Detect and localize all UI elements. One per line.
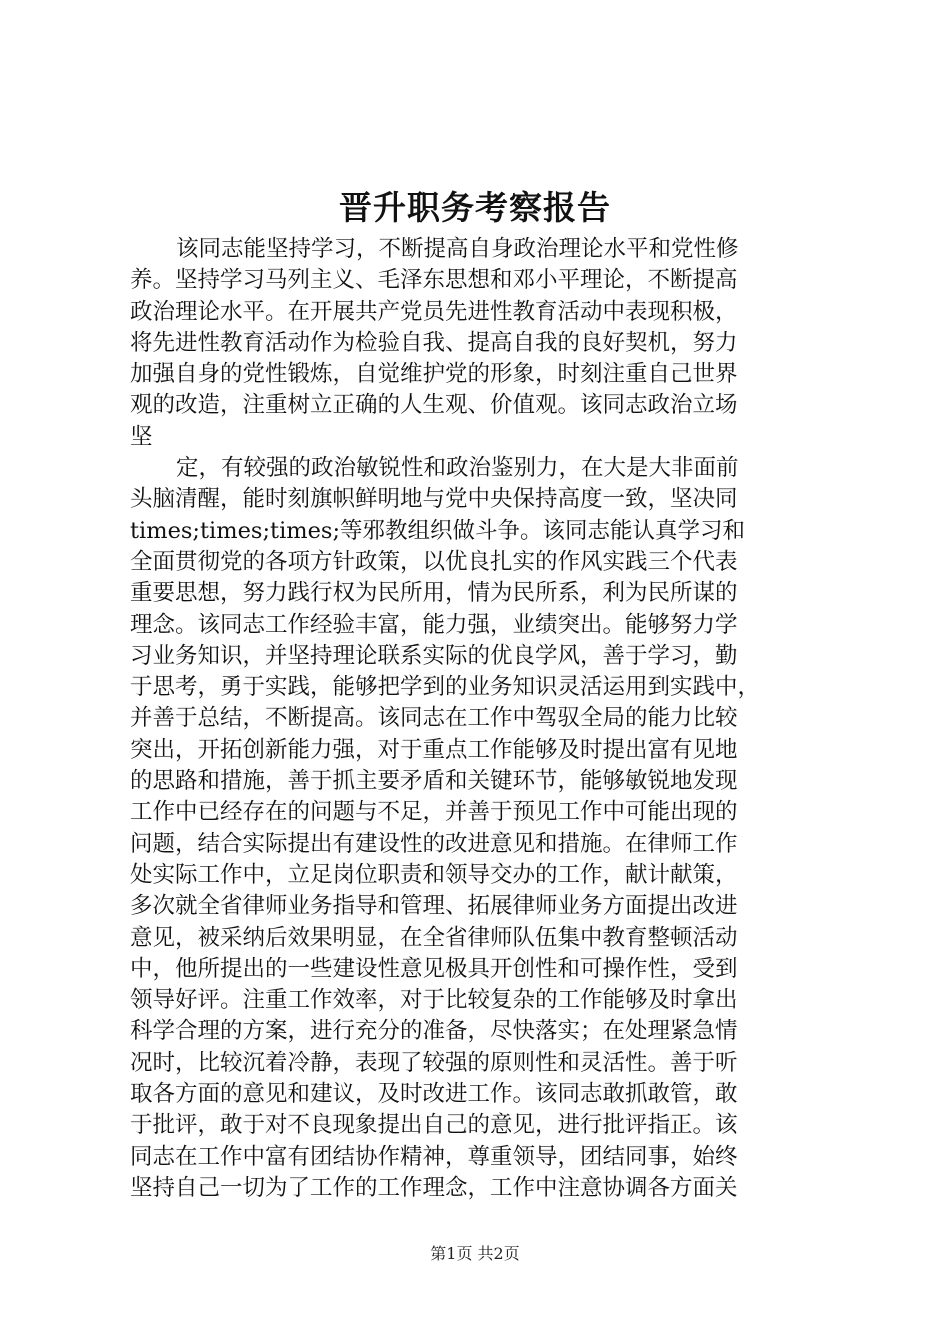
paragraph-2-line-15: 多次就全省律师业务指导和管理、拓展律师业务方面提出改进: [130, 893, 738, 920]
document-body: [130, 234, 830, 1204]
paragraph-2-line-24: 坚持自己一切为了工作的工作理念，工作中注意协调各方面关: [130, 1174, 738, 1201]
paragraph-1-line-7: 坚: [130, 423, 153, 450]
paragraph-1-line-1: 该同志能坚持学习，不断提高自身政治理论水平和党性修: [176, 236, 739, 262]
paragraph-1-line-5: 加强自身的党性锻炼，自觉维护党的形象，时刻注重自己世界: [130, 361, 738, 388]
paragraph-2-line-23: 同志在工作中富有团结协作精神，尊重领导，团结同事，始终: [130, 1143, 738, 1170]
paragraph-2-line-11: 的思路和措施，善于抓主要矛盾和关键环节，能够敏锐地发现: [130, 768, 738, 795]
paragraph-2-line-10: 突出，开拓创新能力强，对于重点工作能够及时提出富有见地: [130, 736, 738, 763]
paragraph-2-line-13: 问题，结合实际提出有建设性的改进意见和措施。在律师工作: [130, 830, 738, 857]
paragraph-1-line-3: 政治理论水平。在开展共产党员先进性教育活动中表现积极，: [130, 298, 738, 325]
paragraph-2-line-14: 处实际工作中，立足岗位职责和领导交办的工作，献计献策，: [130, 861, 738, 888]
paragraph-2-line-21: 取各方面的意见和建议，及时改进工作。该同志敢抓敢管，敢: [130, 1081, 738, 1108]
document-title: 晋升职务考察报告: [339, 188, 611, 227]
paragraph-1-line-2: 养。坚持学习马列主义、毛泽东思想和邓小平理论，不断提高: [130, 267, 738, 294]
paragraph-2-line-6: 理念。该同志工作经验丰富，能力强，业绩突出。能够努力学: [130, 611, 738, 638]
paragraph-2-line-7: 习业务知识，并坚持理论联系实际的优良学风，善于学习，勤: [130, 642, 738, 669]
paragraph-1-line-6: 观的改造，注重树立正确的人生观、价值观。该同志政治立场: [130, 392, 738, 419]
paragraph-2-line-22: 于批评，敢于对不良现象提出自己的意见，进行批评指正。该: [130, 1112, 738, 1139]
paragraph-2-line-12: 工作中已经存在的问题与不足，并善于预见工作中可能出现的: [130, 799, 738, 826]
paragraph-2-line-2: 头脑清醒，能时刻旗帜鲜明地与党中央保持高度一致，坚决同: [130, 486, 738, 513]
paragraph-2-line-18: 领导好评。注重工作效率，对于比较复杂的工作能够及时拿出: [130, 987, 738, 1014]
paragraph-2-line-5: 重要思想，努力践行权为民所用，情为民所系，利为民所谋的: [130, 580, 738, 607]
paragraph-2-line-8: 于思考，勇于实践，能够把学到的业务知识灵活运用到实践中，: [130, 674, 761, 701]
paragraph-2-line-17: 中，他所提出的一些建设性意见极具开创性和可操作性，受到: [130, 955, 738, 982]
paragraph-1-line-4: 将先进性教育活动作为检验自我、提高自我的良好契机，努力: [130, 329, 738, 356]
paragraph-2-line-1: 定，有较强的政治敏锐性和政治鉴别力，在大是大非面前: [176, 455, 739, 482]
paragraph-2-line-9: 并善于总结，不断提高。该同志在工作中驾驭全局的能力比较: [130, 705, 738, 732]
paragraph-2-line-19: 科学合理的方案，进行充分的准备，尽快落实；在处理紧急情: [130, 1018, 738, 1045]
paragraph-2-line-16: 意见，被采纳后效果明显，在全省律师队伍集中教育整顿活动: [130, 924, 738, 951]
paragraph-2-line-3: times;times;times;等邪教组织做斗争。该同志能认真学习和: [130, 517, 746, 544]
page-number-footer: 第1页 共2页: [430, 1244, 520, 1263]
paragraph-2-line-20: 况时，比较沉着冷静，表现了较强的原则性和灵活性。善于听: [130, 1049, 738, 1076]
paragraph-2-line-4: 全面贯彻党的各项方针政策，以优良扎实的作风实践三个代表: [130, 548, 738, 575]
